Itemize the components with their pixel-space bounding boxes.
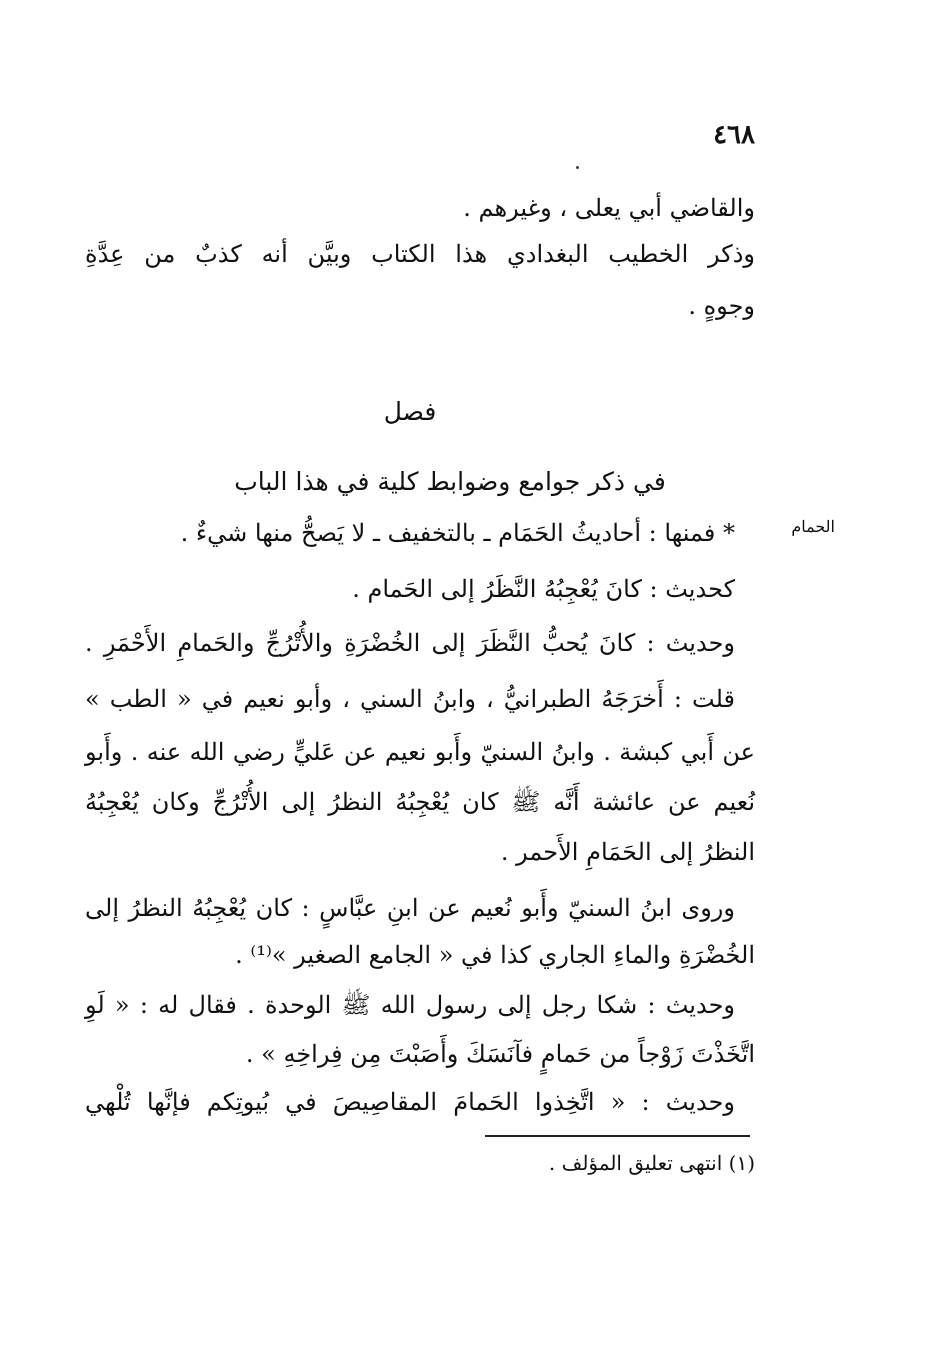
body-line-4: قلت : أَخرَجَهُ الطبرانيُّ ، وابنُ السني ، وأبو نعيم في « الطب » (85, 685, 735, 713)
intro-line-1: والقاضي أبي يعلى ، وغيرهم . (463, 194, 755, 222)
body-line-7: النظرُ إلى الحَمَامِ الأَحمر . (500, 838, 755, 866)
body-line-9: الخُضْرَةِ والماءِ الجاري كذا في « الجامع الصغير »⁽¹⁾ . (235, 941, 755, 969)
intro-line-2: وذكر الخطيب البغدادي هذا الكتاب وبيَّن أنه كذبٌ من عِدَّةِ (85, 240, 755, 268)
body-line-11: اتَّخَذْتَ زَوْجاً من حَمامٍ فآنَسَكَ وأَصَبْتَ مِن فِراخِهِ » . (245, 1040, 755, 1068)
body-line-5: عن أَبي كبشة . وابنُ السنيّ وأَبو نعيم عن عَليٍّ رضي الله عنه . وأَبو (85, 738, 755, 766)
footnote-separator (485, 1135, 750, 1137)
body-line-12: وحديث : « اتَّخِذوا الحَمامَ المقاصِيصَ في بُيوتِكم فإنَّها تُلْهي (85, 1088, 735, 1116)
page-number: ٤٦٨ (713, 120, 755, 150)
body-line-8: وروى ابنُ السنيّ وأَبو نُعيم عن ابنِ عبَّاسٍ : كان يُعْجِبُهُ النظرُ إلى (85, 894, 735, 922)
body-line-1: * فمنها : أحاديثُ الحَمَام ـ بالتخفيف ـ لا يَصحُّ منها شيءٌ . (180, 519, 735, 547)
body-line-6: نُعيم عن عائشة أَنَّه ﷺ كان يُعْجِبُهُ النظرُ إلى الأُتْرُجِّ وكان يُعْجِبُهُ (85, 788, 755, 816)
body-line-2: كحديث : كانَ يُعْجِبُهُ النَّظَرُ إلى الحَمام . (352, 575, 735, 603)
section-title: فصل (383, 397, 437, 426)
intro-line-3: وجوهٍ . (688, 292, 755, 320)
ink-speck (576, 166, 579, 169)
body-line-10: وحديث : شكا رجل إلى رسول الله ﷺ الوحدة . فقال له : « لَوِ (85, 991, 735, 1019)
body-line-3: وحديث : كانَ يُحبُّ النَّظَرَ إلى الخُضْرَةِ والأُتْرُجِّ والحَمامِ الأَحْمَرِ . (85, 629, 735, 657)
margin-note: الحمام (791, 517, 835, 536)
section-subtitle: في ذكر جوامع وضوابط كلية في هذا الباب (234, 467, 666, 496)
footnote: (١) انتهى تعليق المؤلف . (548, 1151, 755, 1175)
